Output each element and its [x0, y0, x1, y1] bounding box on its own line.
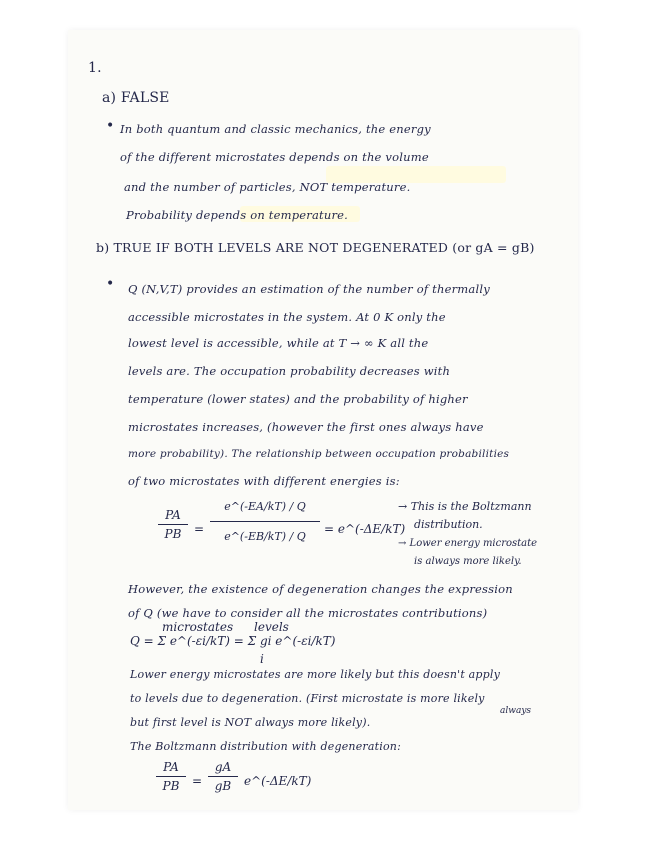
eq1-mid-den: e^(-EB/kT) / Q — [224, 530, 306, 543]
eq1-mid-num: e^(-EA/kT) / Q — [224, 500, 306, 513]
eq1-note-2: distribution. — [414, 518, 483, 531]
eq3-lhs-fraction — [156, 760, 186, 793]
eq2-over-levels: levels — [254, 620, 289, 634]
eq1-lhs-num: PA — [165, 508, 181, 522]
equals-sign: = — [192, 774, 203, 788]
part-b-line-1: Q (N,V,T) provides an estimation of the number of thermally — [128, 282, 490, 296]
eq1-mid-fraction — [210, 500, 320, 543]
eq1-note-3: → Lower energy microstate — [398, 538, 538, 549]
insert-always: always — [500, 706, 532, 716]
eq3-lhs-num: PA — [163, 760, 179, 774]
part-b-line-3: lowest level is accessible, while at T → ∞ K all the — [128, 336, 429, 350]
part-b-line-7: more probability). The relationship between occupation probabilities — [128, 448, 510, 460]
bullet: • — [106, 276, 115, 292]
eq1-rhs: = e^(-ΔE/kT) — [324, 522, 406, 536]
part-a-line-2: of the different microstates depends on the volume — [120, 150, 429, 164]
bullet: • — [106, 118, 115, 134]
part-b-line-2: accessible microstates in the system. At 0 K only the — [128, 310, 446, 324]
part-b-label: b) TRUE IF BOTH LEVELS ARE NOT DEGENERATED (or gA = gB) — [96, 240, 535, 255]
part-b-line-11: Lower energy microstates are more likely but this doesn't apply — [130, 668, 501, 681]
part-a-label: a) FALSE — [102, 90, 170, 106]
eq1-lhs-den: PB — [164, 527, 182, 541]
equals-sign: = — [194, 522, 205, 536]
eq1-lhs-fraction — [158, 508, 188, 541]
part-b-line-13: but first level is NOT always more likely). — [130, 716, 371, 729]
eq2-under-i: i — [260, 652, 264, 666]
part-b-line-9: However, the existence of degeneration changes the expression — [128, 582, 513, 596]
eq2-partition-function: Q = Σ e^(-εi/kT) = Σ gi e^(-εi/kT) — [130, 634, 336, 648]
eq3-g-num: gA — [214, 760, 232, 774]
part-a-line-3: and the number of particles, NOT temperature. — [124, 180, 411, 194]
part-b-line-6: microstates increases, (however the first ones always have — [128, 420, 484, 434]
eq3-lhs-den: PB — [162, 779, 180, 793]
part-b-line-4: levels are. The occupation probability decreases with — [128, 364, 451, 378]
part-b-line-5: temperature (lower states) and the probability of higher — [128, 392, 468, 406]
part-a-line-4: Probability depends on temperature. — [126, 208, 349, 222]
eq1-note-1: → This is the Boltzmann — [398, 500, 532, 513]
part-b-line-14: The Boltzmann distribution with degeneration: — [130, 740, 401, 753]
handwritten-page — [68, 30, 578, 810]
part-b-line-8: of two microstates with different energies is: — [128, 474, 400, 488]
eq3-exponential: e^(-ΔE/kT) — [244, 774, 312, 788]
eq3-g-den: gB — [214, 779, 232, 793]
part-b-line-12: to levels due to degeneration. (First microstate is more likely — [130, 692, 485, 705]
eq2-over-microstates: microstates — [162, 620, 234, 634]
problem-number: 1. — [88, 60, 102, 76]
part-a-line-1: In both quantum and classic mechanics, the energy — [120, 122, 431, 136]
eq1-note-4: is always more likely. — [414, 556, 522, 567]
eq3-g-fraction — [208, 760, 238, 793]
part-b-line-10: of Q (we have to consider all the microstates contributions) — [128, 606, 488, 620]
